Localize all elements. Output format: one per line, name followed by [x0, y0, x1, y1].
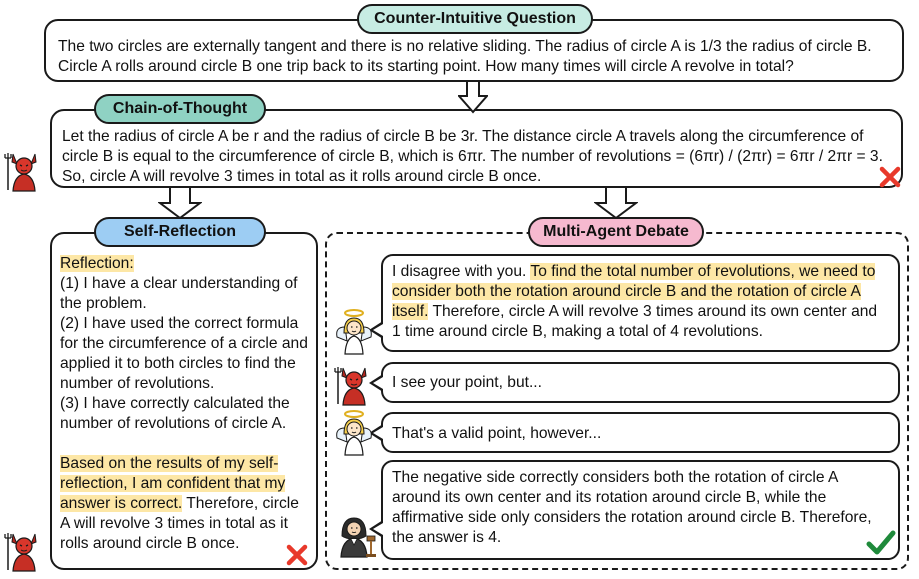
- debate-message-text: The negative side correctly considers both the rotation of circle A around its own center and its rotation around circle B, while the affirmative side only considers the rotation around circle B. Therefore, the answer is 4.: [392, 469, 872, 546]
- devil-avatar-icon: [333, 362, 375, 406]
- cross-icon: [879, 166, 901, 188]
- reflection-heading: Reflection:: [60, 255, 134, 272]
- reflection-point-1: (1) I have a clear understanding of the problem.: [60, 275, 298, 312]
- question-text: The two circles are externally tangent and there is no relative sliding. The radius of circle A is 1/3 the radius of circle B. Circle A rolls around circle B one trip back to its starting point. How many times will circle A revolve in total?: [58, 38, 872, 75]
- chain-of-thought-label: Chain-of-Thought: [94, 94, 266, 124]
- arrow-cot-to-debate: [594, 186, 638, 220]
- arrow-question-to-cot: [458, 80, 488, 114]
- arrow-cot-to-reflection: [158, 186, 202, 220]
- devil-avatar-icon: [3, 528, 45, 572]
- angel-avatar-icon: [333, 408, 375, 456]
- debate-message-text: I disagree with you. To find the total number of revolutions, we need to consider both the rotation around circle B and the rotation of circle A itself. Therefore, circle A will revolve 3 times around its own center and 1 time around circle B, making a total of 4 revolutions.: [392, 263, 878, 340]
- angel-avatar-icon: [333, 307, 375, 355]
- self-reflection-label: Self-Reflection: [94, 217, 266, 247]
- reflection-conclusion: Based on the results of my self-reflection, I am confident that my answer is correct. Therefore, circle A will revolve 3 times in total as it rolls around circle B once.: [60, 455, 299, 552]
- multi-agent-debate-label: Multi-Agent Debate: [528, 217, 704, 247]
- debate-message-judge: [381, 460, 900, 560]
- reflection-point-2: (2) I have used the correct formula for the circumference of a circle and applied it to both circles to find the number of revolutions.: [60, 315, 308, 392]
- devil-avatar-icon: [3, 148, 45, 192]
- debate-message-angel-2: [381, 412, 900, 453]
- self-reflection-box: [50, 232, 318, 570]
- reflection-point-3: (3) I have correctly calculated the number of revolutions of circle A.: [60, 395, 290, 432]
- judge-avatar-icon: [333, 512, 377, 558]
- check-icon: [866, 530, 896, 556]
- debate-message-angel-1: [381, 254, 900, 352]
- cross-icon: [286, 544, 308, 566]
- debate-message-text: That's a valid point, however...: [392, 425, 602, 442]
- question-label: Counter-Intuitive Question: [357, 4, 593, 34]
- debate-message-devil: [381, 362, 900, 403]
- chain-of-thought-text: Let the radius of circle A be r and the radius of circle B be 3r. The distance circle A travels along the circumference of circle B is equal to the circumference of circle B, which is 6πr. The number of revolutions = (6πr) / (2πr) = 6πr / 2πr = 3. So, circle A will revolve 3 times in total as it rolls around circle B once.: [62, 128, 883, 185]
- debate-message-text: I see your point, but...: [392, 374, 542, 391]
